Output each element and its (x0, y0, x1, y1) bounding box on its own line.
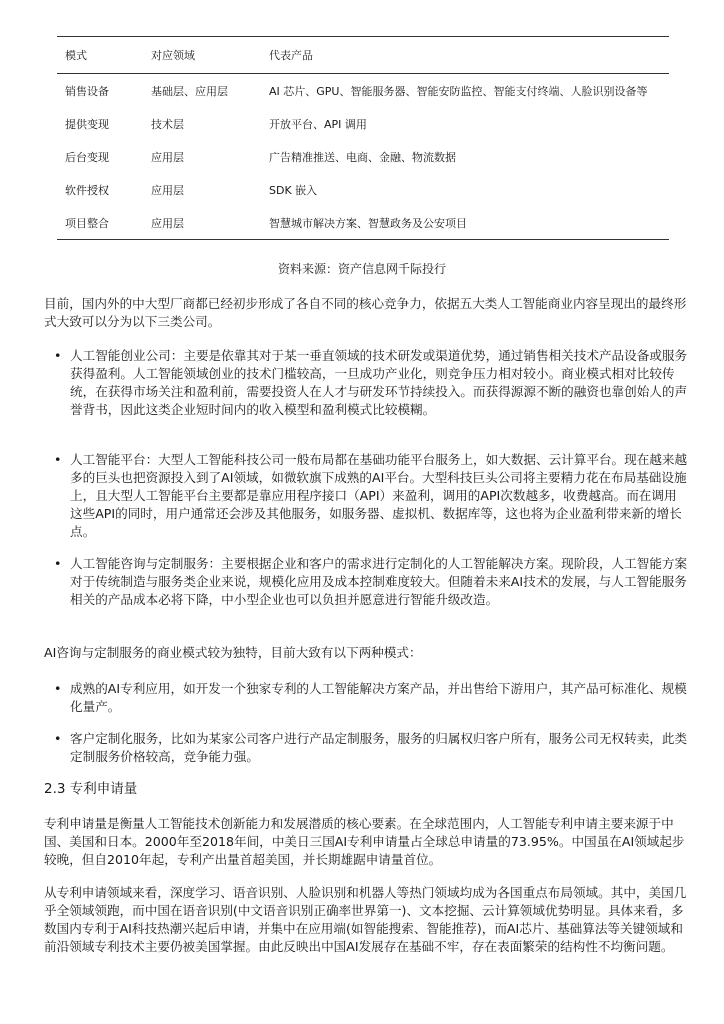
list-item: • 人工智能平台：大型人工智能科技公司一般布局都在基础功能平台服务上，如大数据、云计算平台。现在越来越多的巨头也把资源投入到了AI领域，如微软旗下成熟的AI平台。大型科技巨头公司将主要精力花在布局基础设施上，且大型人工智能平台主要都是靠应用程序接口（API）来盈利，调用的API次数越多，收费越高。而在调用这些API的同时，用户通常还会涉及其他服务，如服务器、虚拟机、数据库等，这也将为企业盈利带来新的增长点。 (44, 451, 688, 541)
cell-domain: 技术层 (151, 117, 184, 131)
list-item: • 成熟的AI专利应用，如开发一个独家专利的人工智能解决方案产品，并出售给下游用户，其产品可标准化、规模化量产。 (44, 680, 688, 716)
cell-domain: 基础层、应用层 (151, 84, 228, 98)
header-domain: 对应领域 (143, 37, 261, 74)
business-model-table-wrapper (57, 36, 669, 240)
patent-paragraph-1: 专利申请量是衡量人工智能技术创新能力和发展潜质的核心要素。在全球范围内，人工智能专利申请主要来源于中国、美国和日本。2000年至2018年间，中美日三国AI专利申请量占全球总申请量的73.95%。中国虽在AI领域起步较晚，但自2010年起，专利产出量首超美国，并长期雄踞申请量首位。 (44, 816, 685, 867)
intro-paragraph: 目前，国内外的中大型厂商都已经初步形成了各自不同的核心竞争力，依据五大类人工智能商业内容呈现出的最终形式大致可以分为以下三类公司。 (44, 296, 687, 329)
cell-products: AI 芯片、GPU、智能服务器、智能安防监控、智能支付终端、人脸识别设备等 (269, 84, 648, 98)
cell-mode: 提供变现 (65, 117, 109, 131)
table-row (57, 74, 669, 108)
cell-domain: 应用层 (143, 206, 261, 240)
company-types-list (44, 555, 688, 609)
list-item: • 客户定制化服务，比如为某家公司客户进行产品定制服务，服务的归属权归客户所有，服务公司无权转卖，此类定制服务价格较高，竞争能力强。 (44, 730, 688, 766)
table-row (57, 206, 669, 240)
cell-products: 广告精准推送、电商、金融、物流数据 (269, 150, 456, 164)
section-heading: 2.3 专利申请量 (44, 781, 138, 797)
table-header-row (57, 37, 669, 74)
table-source-caption: 资料来源：资产信息网千际投行 (277, 262, 446, 276)
cell-products: 智慧城市解决方案、智慧政务及公安项目 (261, 206, 669, 240)
company-types-list (44, 451, 688, 541)
cell-mode: 项目整合 (57, 206, 143, 240)
list-item: • 人工智能创业公司：主要是依靠其对于某一垂直领域的技术研发或渠道优势，通过销售相关技术产品设备或服务获得盈利。人工智能领域创业的技术门槛较高，一旦成功产业化，则竞争压力相对较小。商业模式相对比较传统，在获得市场关注和盈利前，需要投资人在人才与研发环节持续投入。而获得源源不断的融资也靠创始人的声誉背书，因此这类企业短时间内的收入模型和盈利模式比较模糊。 (44, 347, 688, 419)
list-item: • 人工智能咨询与定制服务：主要根据企业和客户的需求进行定制化的人工智能解决方案。现阶段，人工智能方案对于传统制造与服务类企业来说，规模化应用及成本控制难度较大。但随着未来AI技术的发展，与人工智能服务相关的产品成本必将下降，中小型企业也可以负担并愿意进行智能升级改造。 (44, 555, 688, 609)
patent-paragraph-2: 从专利申请领域来看，深度学习、语音识别、人脸识别和机器人等热门领域均成为各国重点布局领域。其中，美国几乎全领域领跑，而中国在语音识别(中文语音识别正确率世界第一)、文本挖掘、云计算领域优势明显。具体来看，多数国内专利于AI科技热潮兴起后申请，并集中在应用端(如智能搜索、智能推荐)，而AI芯片、基础算法等关键领域和前沿领域专利技术主要仍被美国掌握。由此反映出中国AI发展存在基础不牢，存在表面繁荣的结构性不均衡问题。 (44, 885, 687, 954)
cell-mode: 软件授权 (65, 183, 109, 197)
table-row (57, 173, 669, 206)
cell-mode: 销售设备 (65, 84, 109, 98)
table-row (57, 107, 669, 140)
cell-mode: 后台变现 (65, 150, 109, 164)
cell-domain: 应用层 (151, 183, 184, 197)
consulting-intro: AI咨询与定制服务的商业模式较为独特，目前大致有以下两种模式： (44, 645, 422, 660)
business-model-table (57, 36, 669, 240)
cell-products: 开放平台、API 调用 (269, 117, 367, 131)
header-mode: 模式 (57, 37, 143, 74)
company-types-list (44, 347, 688, 419)
cell-domain: 应用层 (151, 150, 184, 164)
consulting-modes-list (44, 730, 688, 766)
table-row (57, 140, 669, 173)
header-products: 代表产品 (261, 37, 669, 74)
consulting-modes-list (44, 680, 688, 716)
cell-products: SDK 嵌入 (269, 183, 318, 197)
